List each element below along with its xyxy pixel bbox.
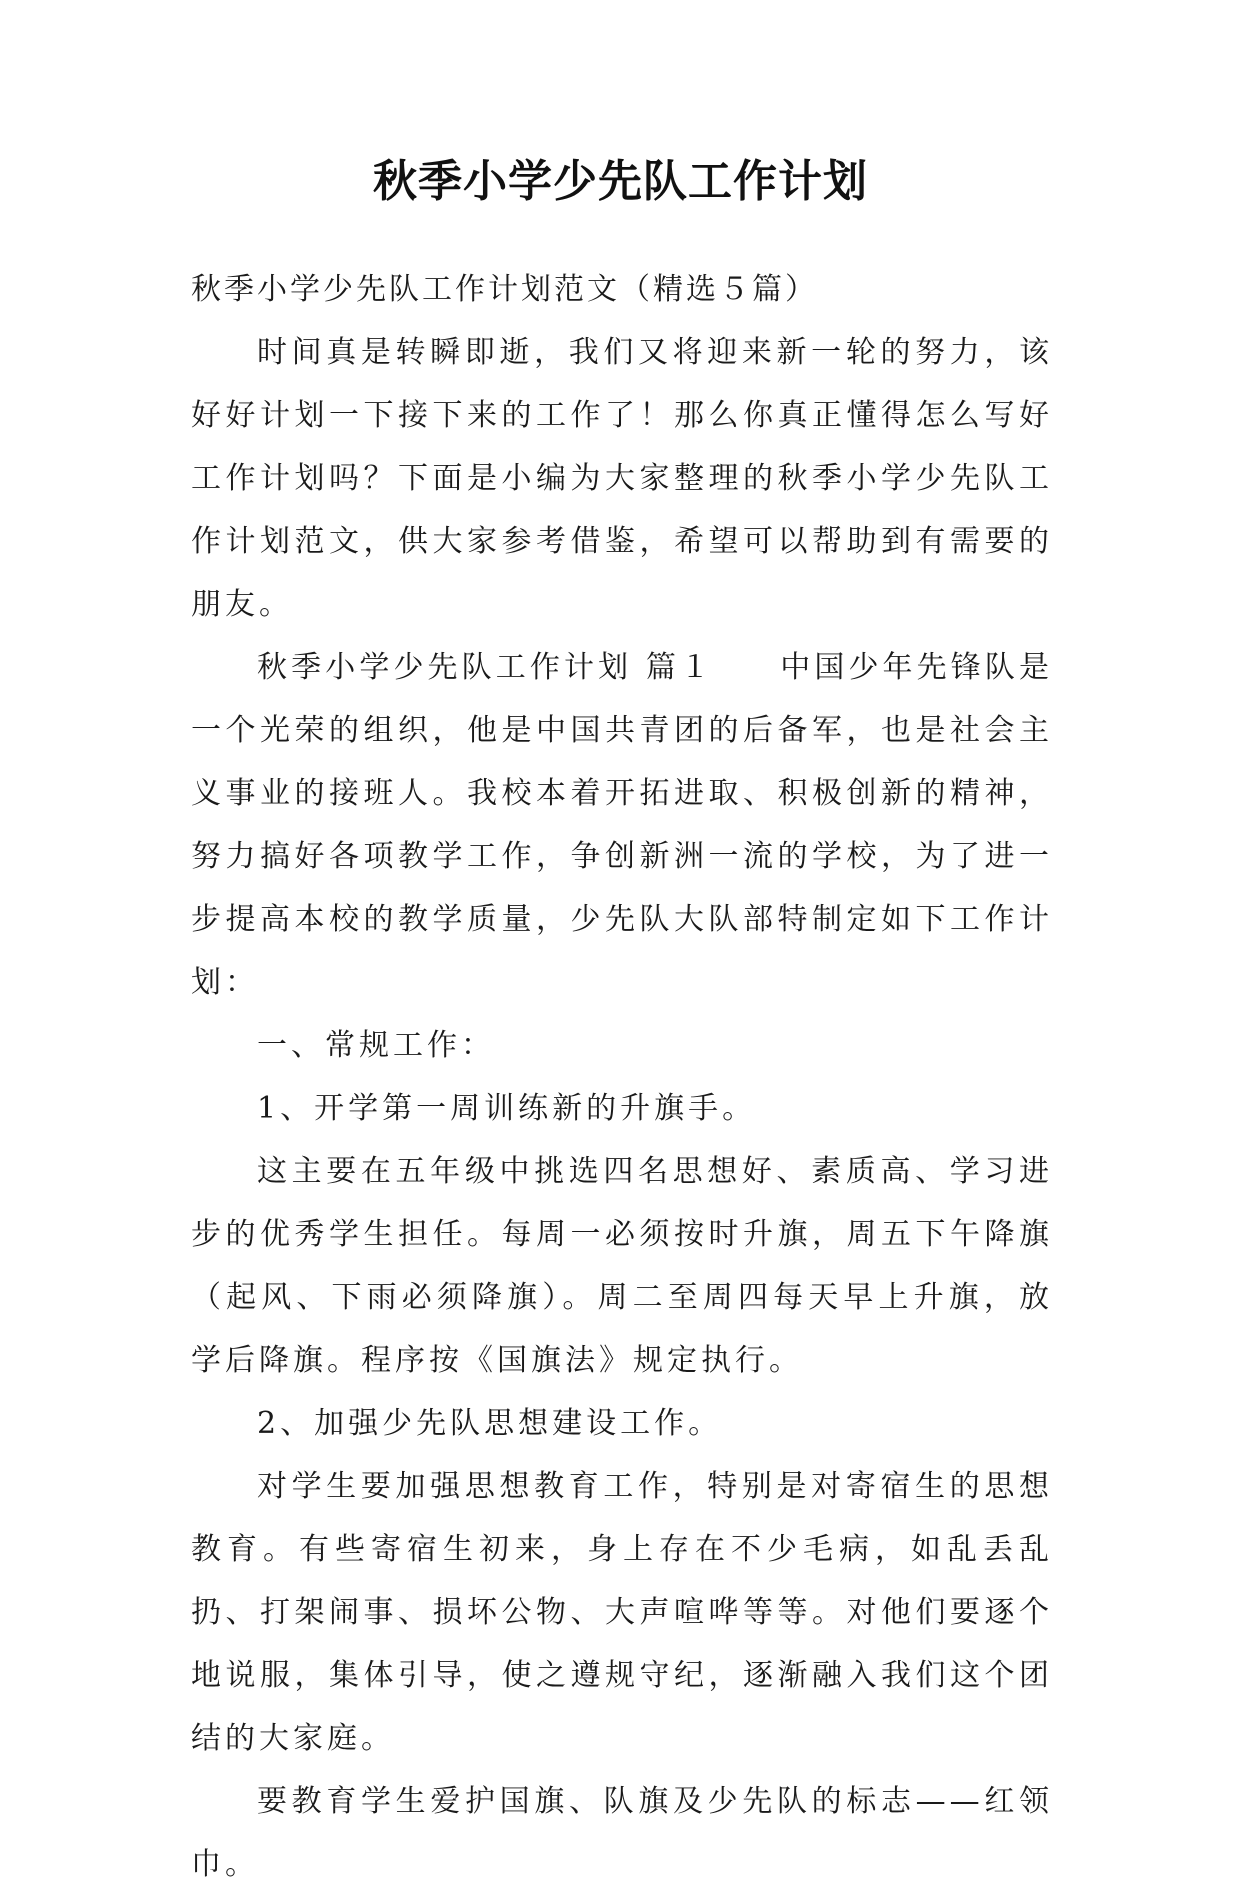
document-subtitle: 秋季小学少先队工作计划范文（精选５篇） [191, 272, 818, 307]
intro-paragraph: 时间真是转瞬即逝，我们又将迎来新一轮的努力，该好好计划一下接下来的工作了！那么你真正懂得怎么写好工作计划吗？下面是小编为大家整理的秋季小学少先队工作计划范文，供大家参考借鉴，希望可以帮助到有需要的朋友。 [191, 335, 1053, 622]
flag-education-paragraph: 要教育学生爱护国旗、队旗及少先队的标志——红领巾。 [191, 1784, 1053, 1882]
heading-routine-work: 一、常规工作： [257, 1028, 495, 1063]
item-2-paragraph: 对学生要加强思想教育工作，特别是对寄宿生的思想教育。有些寄宿生初来，身上存在不少毛病，如乱丢乱扔、打架闹事、损坏公物、大声喧哗等等。对他们要逐个地说服，集体引导，使之遵规守纪，逐渐融入我们这个团结的大家庭。 [191, 1469, 1053, 1756]
item-1-heading: 1、开学第一周训练新的升旗手。 [257, 1091, 757, 1126]
document-title: 秋季小学少先队工作计划 [373, 156, 868, 207]
section-1-paragraph [191, 636, 1053, 1014]
section-1-text: 中国少年先锋队是一个光荣的组织，他是中国共青团的后备军，也是社会主义事业的接班人。我校本着开拓进取、积极创新的精神，努力搞好各项教学工作，争创新洲一流的学校，为了进一步提高本校的教学质量，少先队大队部特制定如下工作计划： [191, 650, 1054, 1000]
item-2-heading: 2、加强少先队思想建设工作。 [257, 1406, 723, 1441]
document-body [191, 258, 1053, 1896]
section-1-heading: 秋季小学少先队工作计划 篇１ [257, 650, 715, 685]
item-1-paragraph: 这主要在五年级中挑选四名思想好、素质高、学习进步的优秀学生担任。每周一必须按时升旗，周五下午降旗（起风、下雨必须降旗）。周二至周四每天早上升旗，放学后降旗。程序按《国旗法》规定执行。 [191, 1154, 1053, 1378]
